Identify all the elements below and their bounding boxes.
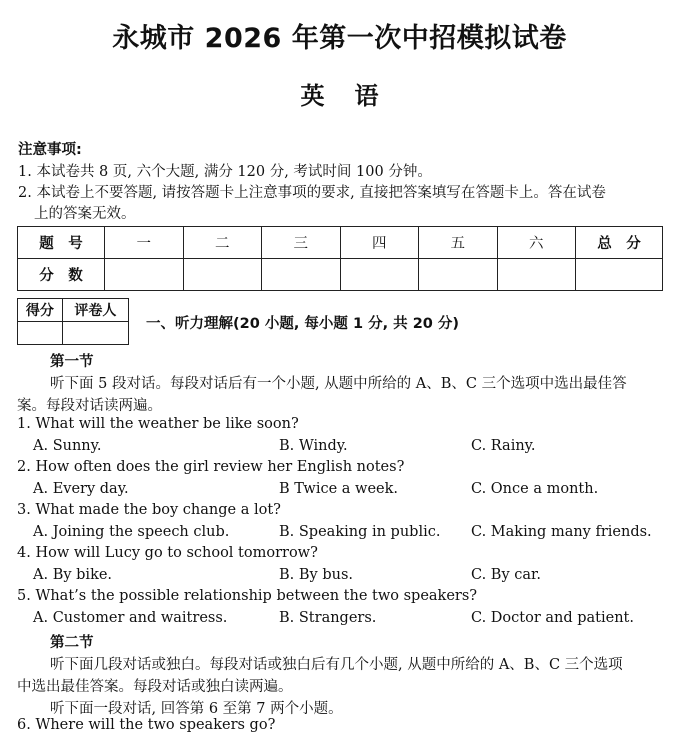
- grader-name-cell: [62, 322, 128, 345]
- part-one-instruction-1: 听下面 5 段对话。每段对话后有一个小题, 从题中所给的 A、B、C 三个选项中选出最佳答: [50, 376, 627, 392]
- q1-option-a: A. Sunny.: [33, 438, 102, 454]
- question-5: 5. What’s the possible relationship between the two speakers?: [17, 588, 478, 604]
- section-heading: 一、听力理解(20 小题, 每小题 1 分, 共 20 分): [146, 316, 460, 332]
- score-cell: 三: [262, 227, 341, 259]
- q2-option-b: B Twice a week.: [279, 481, 399, 497]
- question-3: 3. What made the boy change a lot?: [17, 502, 281, 518]
- q2-option-c: C. Once a month.: [471, 481, 599, 497]
- grader-score-cell: [18, 322, 63, 345]
- score-cell: 二: [183, 227, 262, 259]
- part-two-instruction-2: 中选出最佳答案。每段对话或独白读两遍。: [17, 679, 293, 695]
- q2-option-a: A. Every day.: [33, 481, 129, 497]
- q1-option-b: B. Windy.: [279, 438, 348, 454]
- score-input-cell: [262, 259, 341, 291]
- score-input-cell: [340, 259, 419, 291]
- grader-name-label: 评卷人: [62, 299, 128, 322]
- q5-option-c: C. Doctor and patient.: [471, 610, 634, 626]
- part-two-instruction-3: 听下面一段对话, 回答第 6 至第 7 两个小题。: [50, 701, 343, 717]
- q5-option-b: B. Strangers.: [279, 610, 377, 626]
- notice-line-3: 上的答案无效。: [34, 206, 136, 222]
- q1-option-c: C. Rainy.: [471, 438, 536, 454]
- q3-option-a: A. Joining the speech club.: [33, 524, 230, 540]
- part-two-instruction-1: 听下面几段对话或独白。每段对话或独白后有几个小题, 从题中所给的 A、B、C 三个选项: [50, 657, 623, 673]
- q3-option-b: B. Speaking in public.: [279, 524, 441, 540]
- part-one-title: 第一节: [50, 354, 94, 370]
- score-cell: 分 数: [18, 259, 105, 291]
- score-cell: 题 号: [18, 227, 105, 259]
- q3-option-c: C. Making many friends.: [471, 524, 652, 540]
- notice-heading: 注意事项:: [18, 142, 82, 158]
- score-cell: 总 分: [576, 227, 663, 259]
- notice-line-1: 1. 本试卷共 8 页, 六个大题, 满分 120 分, 考试时间 100 分钟。: [18, 164, 432, 180]
- q4-option-b: B. By bus.: [279, 567, 354, 583]
- question-1: 1. What will the weather be like soon?: [17, 416, 299, 432]
- score-cell: 四: [340, 227, 419, 259]
- notice-line-2: 2. 本试卷上不要答题, 请按答题卡上注意事项的要求, 直接把答案填写在答题卡上。答在试卷: [18, 185, 606, 201]
- score-cell: 六: [497, 227, 576, 259]
- score-table-header-row: [18, 227, 663, 259]
- question-2: 2. How often does the girl review her English notes?: [17, 459, 405, 475]
- score-cell: 一: [105, 227, 184, 259]
- grader-score-label: 得分: [18, 299, 63, 322]
- part-two-title: 第二节: [50, 635, 94, 651]
- exam-title: 永城市 2026 年第一次中招模拟试卷: [112, 23, 567, 54]
- score-input-cell: [183, 259, 262, 291]
- q4-option-a: A. By bike.: [33, 567, 113, 583]
- score-table: [17, 226, 663, 291]
- subject-title: 英语: [300, 82, 409, 110]
- q4-option-c: C. By car.: [471, 567, 541, 583]
- score-table-score-row: [18, 259, 663, 291]
- score-input-cell: [419, 259, 498, 291]
- score-input-cell: [105, 259, 184, 291]
- score-input-cell: [497, 259, 576, 291]
- question-6: 6. Where will the two speakers go?: [17, 717, 276, 733]
- score-input-cell: [576, 259, 663, 291]
- grader-box: [17, 298, 129, 345]
- q5-option-a: A. Customer and waitress.: [33, 610, 228, 626]
- question-4: 4. How will Lucy go to school tomorrow?: [17, 545, 318, 561]
- score-cell: 五: [419, 227, 498, 259]
- part-one-instruction-2: 案。每段对话读两遍。: [17, 398, 162, 414]
